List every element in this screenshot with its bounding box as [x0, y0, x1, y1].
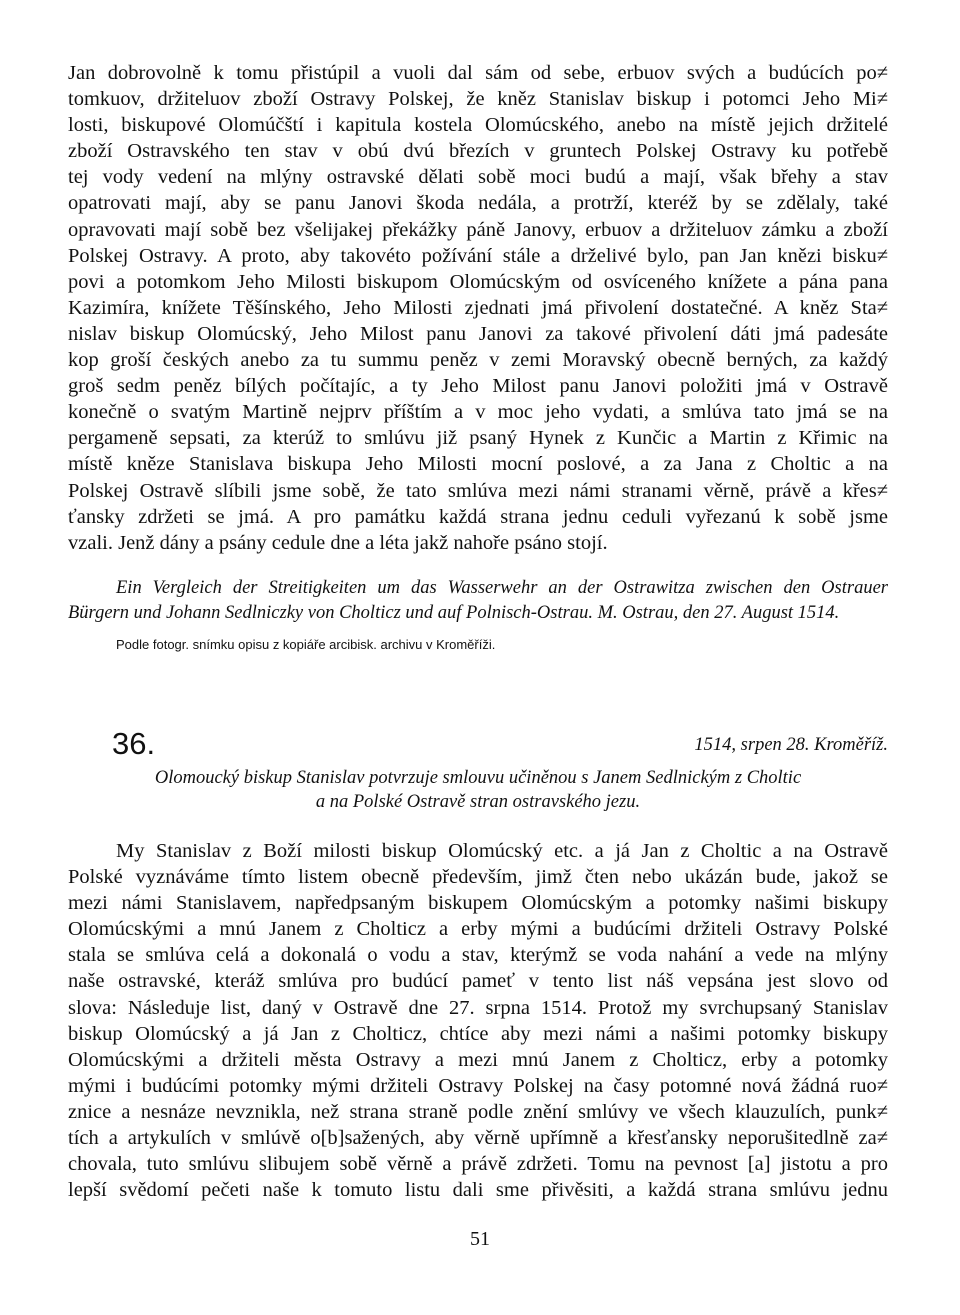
document-date-place: 1514, srpen 28. Kroměříž. [694, 735, 888, 755]
page-number: 51 [470, 1228, 490, 1250]
text-line: Olomúcskými a mnú Janem z Cholticz a erby mými a budúcími držiteli Ostravy Polské [68, 918, 888, 941]
german-summary [68, 576, 888, 626]
text-line: opravovati mají sobě bez všelijakej překážky páně Janovy, erbuov a držiteluov zámku a zboží [68, 218, 888, 241]
charter-text [68, 838, 888, 1203]
text-line: lepší svědomí pečeti naše k tomuto listu dali sme přivěsiti, a každá strana smlúvu jednu [68, 1179, 888, 1202]
text-line: nislav biskup Olomúcský, Jeho Milost panu Janovi za takové přivolení dáti jmá padesáte [68, 322, 888, 345]
summary-line: Ein Vergleich der Streitigkeiten um das Wasserwehr an der Ostrawitza zwischen den Ostrauer [116, 578, 888, 598]
text-line: Polskej Ostravy. A proto, aby takovéto požívání stále a drželivé bylo, pan Jan knězi bisku≠ [68, 244, 888, 267]
text-line: povi a potomkom Jeho Milosti biskupom Olomúcským od osvíceného knížete a pána pana [68, 270, 888, 293]
text-line: opatrovati mají, aby se panu Janovi škoda nedála, a protrží, kteréž by se zdělaly, také [68, 192, 888, 215]
text-line: mými i budúcími potomky mými držiteli Ostravy Polskej na časy potomné nová žádná ruo≠ [68, 1074, 888, 1097]
text-line: vzali. Jenž dány a psány cedule dne a léta jakž nahoře psáno stojí. [68, 531, 608, 554]
text-line: místě kněze Stanislava biskupa Jeho Milosti mocní poslové, a za Jana z Choltic a na [68, 453, 888, 476]
document-regest [68, 766, 888, 814]
text-line: tomkuov, držiteluov zboží Ostravy Polskej, že kněz Stanislav biskup i potomci Jeho Mi≠ [68, 88, 888, 111]
text-line: Jan dobrovolně k tomu přistúpil a vuoli dal sám od sebe, erbuov svých a budúcích po≠ [68, 62, 888, 84]
text-line: slova: Následuje list, daný v Ostravě dne 27. srpna 1514. Protož my svrchupsaný Stanislav [68, 996, 888, 1019]
text-line: pergameně sepsati, za kterúž to smlúvu již psaný Hynek z Kunčic a Martin z Křimic na [68, 427, 888, 450]
regest-line: Olomoucký biskup Stanislav potvrzuje smlouvu učiněnou s Janem Sedlnickým z Choltic [154, 768, 802, 788]
source-note: Podle fotogr. snímku opisu z kopiáře arcibisk. archivu v Kroměříži. [116, 637, 496, 652]
text-line: mezi námi Stanislavem, napředpsaným biskupem Olomúcským a potomky našimi biskupy [68, 892, 888, 915]
text-line: stala se smlúva celá a dokonalá o vodu a stav, kterýmž se voda nahání a vede na mlýny [68, 944, 888, 967]
text-line: Olomúcskými a držiteli města Ostravy a mezi mnú Janem z Cholticz, erby a potomky [68, 1048, 888, 1071]
text-line: My Stanislav z Boží milosti biskup Olomúcský etc. a já Jan z Choltic a na Ostravě [116, 840, 888, 862]
text-line: losti, biskupové Olomúčští i kapitula kostela Olomúcského, anebo na místě jejich držitelé [68, 114, 888, 137]
summary-line: Bürgern und Johann Sedlniczky von Cholticz und auf Polnisch-Ostrau. M. Ostrau, den 27. August 1514. [68, 603, 840, 623]
text-line: zboží Ostravského ten stav v obú dvú březích v gruntech Polskej Ostravy ku potřebě [68, 140, 888, 163]
text-line: tej vody vedení na mlýny ostravské dělati sobě moci budú a mají, však břehy a stav [68, 166, 888, 189]
text-line: Kazimíra, knížete Těšínského, Jeho Milosti zjednati jmá přivolení dostatečné. A kněz Sta≠ [68, 296, 888, 319]
text-line: kop groší českých anebo za tu summu peněz v zemi Moravský obecně berných, za každý [68, 349, 888, 372]
regest-line: a na Polské Ostravě stran ostravského jezu. [315, 792, 641, 812]
text-line: Polskej Ostravě slíbili jsme sobě, že tato smlúva mezi námi stranami věrně, právě a křes≠ [68, 479, 888, 502]
paragraph-continuation [68, 60, 888, 556]
text-line: ťansky zdržeti se jmá. A pro památku každá strana jednu ceduli vyřezanú k sobě jsme [68, 505, 888, 528]
document-number: 36. [112, 726, 156, 761]
text-line: Polské vyznáváme tímto listem obecně především, jimž čten nebo ukázán bude, jakož se [68, 866, 888, 889]
text-line: groš sedm peněz bílých počítajíc, a ty Jeho Milost panu Janovi položiti jmá v Ostravě [68, 375, 888, 398]
text-line: chovala, tuto smlúvu slibujem sobě věrně a právě zdržeti. Tomu na pevnost [a] jistotu a pro [68, 1153, 888, 1176]
text-line: znice a nesnáze nevznikla, než strana straně podle znění smlúvy ve všech klauzulích, punk≠ [68, 1100, 888, 1123]
text-line: tích a artykulích v smlúvě o[b]sažených, aby věrně upřímně a křesťansky neporušitedlně za≠ [68, 1127, 888, 1150]
text-line: naše ostravské, kteráž smlúva pro budúcí pameť v tento list náš vepsána jest slovo od [68, 970, 888, 993]
text-line: konečně o svatým Martině nejprv příštím a v moc jeho vydati, a smlúva tato jmá se na [68, 401, 888, 424]
text-line: biskup Olomúcský a já Jan z Cholticz, chtíce aby mezi námi a našimi potomky biskupy [68, 1022, 888, 1045]
